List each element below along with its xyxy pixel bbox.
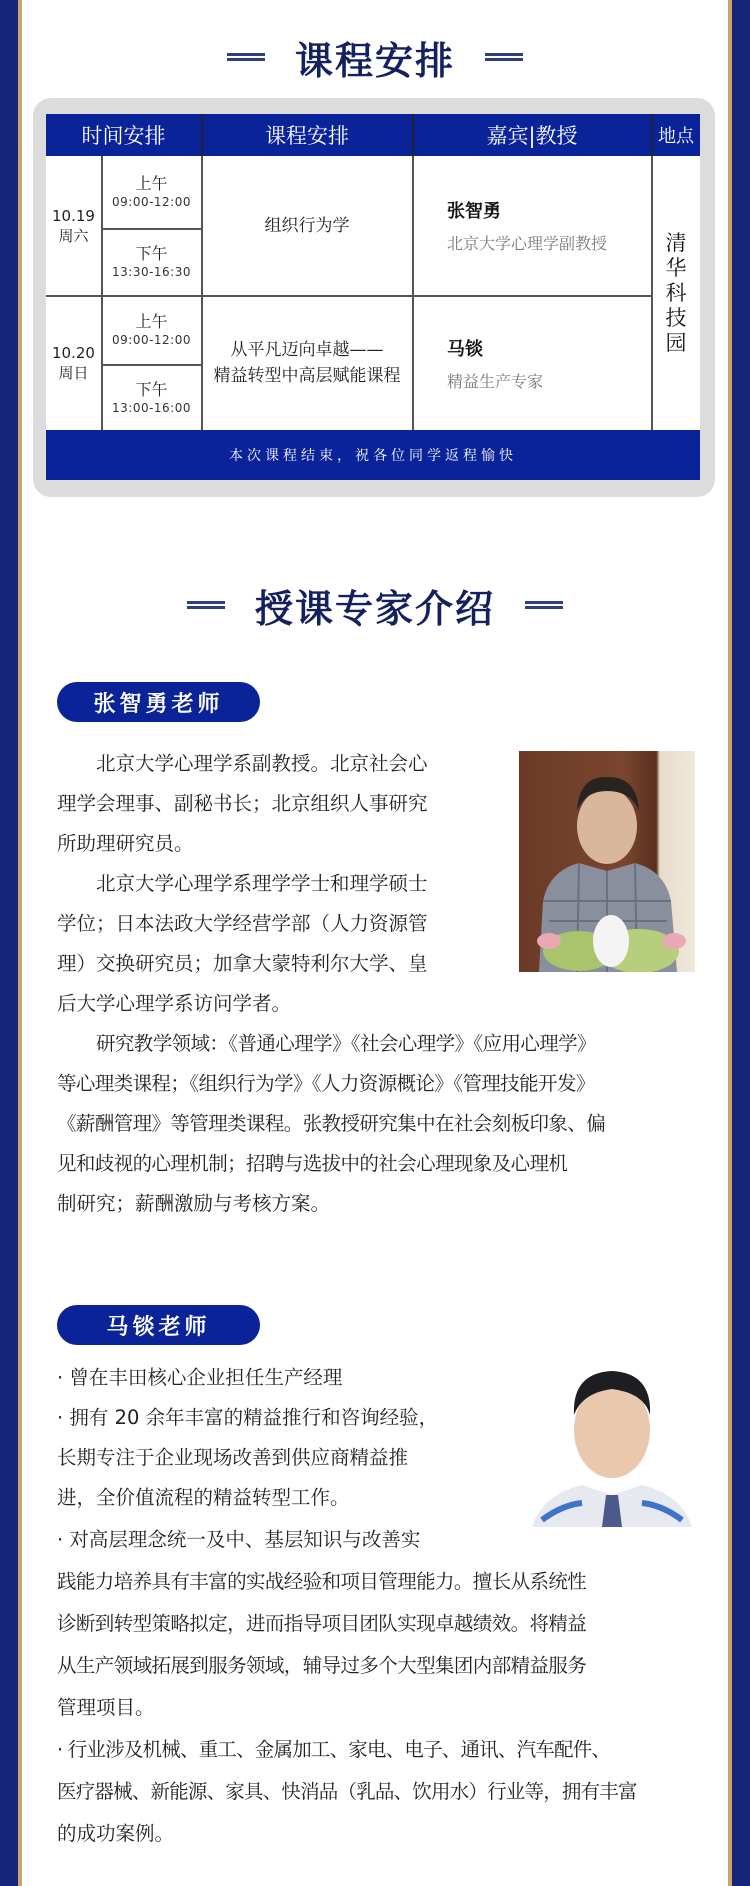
expert-1-line: 制研究；薪酬激励与考核方案。 xyxy=(57,1192,331,1215)
guest-name: 马锬 xyxy=(447,338,483,360)
location-char: 园 xyxy=(665,330,687,355)
expert-2-line: · 对高层理念统一及中、基层知识与改善实 xyxy=(57,1528,421,1551)
guest-title: 精益生产专家 xyxy=(447,371,544,391)
header-divider xyxy=(201,114,203,156)
title-dash-right-icon xyxy=(485,53,523,61)
schedule-table xyxy=(46,114,700,480)
location-char: 科 xyxy=(665,280,687,305)
expert-1-photo xyxy=(519,751,695,972)
expert-1-line: 见和歧视的心理机制；招聘与选拔中的社会心理现象及心理机 xyxy=(57,1152,568,1175)
right-frame-border xyxy=(732,0,750,1886)
day-1-afternoon-cell xyxy=(102,229,201,295)
day-date: 10.19 xyxy=(52,206,95,225)
expert-2-line: 的成功案例。 xyxy=(57,1822,175,1845)
expert-2-photo xyxy=(522,1345,702,1527)
location-char: 技 xyxy=(665,305,687,330)
morning-time: 09:00-12:00 xyxy=(112,333,191,347)
schedule-footer-message: 本次课程结束，祝各位同学返程愉快 xyxy=(46,430,700,480)
experts-title-text: 授课专家介绍 xyxy=(254,586,495,631)
guest-name: 张智勇 xyxy=(447,201,501,222)
expert-2-line: 医疗器械、新能源、家具、快消品（乳品、饮用水）行业等，拥有丰富 xyxy=(57,1780,637,1803)
day-1-guest-cell xyxy=(413,156,651,295)
day-weekday: 周六 xyxy=(58,226,89,245)
day-weekday: 周日 xyxy=(58,364,89,382)
location-cell xyxy=(652,156,700,430)
afternoon-time: 13:30-16:30 xyxy=(112,265,191,279)
expert-1-name-badge: 张智勇老师 xyxy=(57,682,260,722)
expert-2-line: · 曾在丰田核心企业担任生产经理 xyxy=(57,1366,343,1389)
morning-label: 上午 xyxy=(135,312,168,331)
expert-2-line: 诊断到转型策略拟定，进而指导项目团队实现卓越绩效。将精益 xyxy=(57,1612,587,1635)
expert-1-line: 后大学心理学系访问学者。 xyxy=(57,992,292,1015)
title-dash-left-icon xyxy=(187,601,225,609)
expert-1-line: 理）交换研究员；加拿大蒙特利尔大学、皇 xyxy=(57,952,428,975)
header-divider xyxy=(412,114,414,156)
expert-2-line: · 拥有 20 余年丰富的精益推行和咨询经验， xyxy=(57,1406,439,1429)
course-title-line1: 从平凡迈向卓越—— xyxy=(230,340,384,360)
day-2-morning-cell xyxy=(102,296,201,364)
day-date: 10.20 xyxy=(52,344,95,362)
day-1-date-cell xyxy=(46,156,101,295)
portrait-placeholder-icon xyxy=(522,1345,702,1527)
page-content xyxy=(22,0,728,1886)
course-title: 组织行为学 xyxy=(264,215,350,236)
morning-time: 09:00-12:00 xyxy=(112,195,191,209)
day-2-guest-cell xyxy=(413,296,651,430)
afternoon-label: 下午 xyxy=(135,244,168,263)
day-2-date-cell xyxy=(46,296,101,430)
guest-title: 北京大学心理学副教授 xyxy=(447,234,608,253)
expert-2-line: · 行业涉及机械、重工、金属加工、家电、电子、通讯、汽车配件、 xyxy=(57,1738,611,1761)
schedule-table-card xyxy=(33,98,715,497)
location-char: 清 xyxy=(665,230,687,255)
portrait-placeholder-icon xyxy=(519,751,695,972)
afternoon-time: 13:00-16:00 xyxy=(112,400,191,415)
expert-1-line: 等心理类课程；《组织行为学》《人力资源概论》《管理技能开发》 xyxy=(57,1072,595,1095)
expert-2-name-badge: 马锬老师 xyxy=(57,1305,260,1345)
left-frame-border xyxy=(0,0,18,1886)
expert-1-line: 学位；日本法政大学经营学部（人力资源管 xyxy=(57,912,428,935)
right-gold-stripe xyxy=(728,0,732,1886)
header-guest: 嘉宾|教授 xyxy=(413,114,651,156)
expert-2-line: 进，全价值流程的精益转型工作。 xyxy=(57,1486,350,1509)
day-2-course-cell xyxy=(202,296,412,430)
expert-1-line: 理学会理事、副秘书长；北京组织人事研究 xyxy=(57,792,428,815)
expert-1-line: 北京大学心理学系理学学士和理学硕士 xyxy=(96,872,428,895)
morning-label: 上午 xyxy=(135,174,168,193)
schedule-title-text: 课程安排 xyxy=(294,38,455,83)
expert-1-line: 研究教学领域：《普通心理学》《社会心理学》《应用心理学》 xyxy=(96,1032,596,1055)
expert-1-line: 北京大学心理学系副教授。北京社会心 xyxy=(96,752,428,775)
schedule-section-title xyxy=(22,32,728,82)
day-2-afternoon-cell xyxy=(102,365,201,430)
day-1-morning-cell xyxy=(102,156,201,228)
day-1-course-cell xyxy=(202,156,412,295)
afternoon-label: 下午 xyxy=(135,379,168,399)
expert-2-line: 践能力培养具有丰富的实战经验和项目管理能力。擅长从系统性 xyxy=(57,1570,587,1593)
header-divider xyxy=(651,114,653,156)
header-time: 时间安排 xyxy=(46,114,201,156)
expert-2-line: 长期专注于企业现场改善到供应商精益推 xyxy=(57,1446,409,1469)
expert-2-line: 管理项目。 xyxy=(57,1696,155,1719)
course-title-line2: 精益转型中高层赋能课程 xyxy=(213,366,401,386)
experts-section-title xyxy=(22,580,728,630)
location-char: 华 xyxy=(665,255,687,280)
expert-1-line: 《薪酬管理》等管理类课程。张教授研究集中在社会刻板印象、偏 xyxy=(57,1112,606,1135)
title-dash-right-icon xyxy=(525,601,563,609)
expert-2-line: 从生产领域拓展到服务领域，辅导过多个大型集团内部精益服务 xyxy=(57,1654,587,1677)
title-dash-left-icon xyxy=(227,53,265,61)
expert-1-line: 所助理研究员。 xyxy=(57,832,194,855)
header-course: 课程安排 xyxy=(202,114,412,156)
header-location: 地点 xyxy=(652,114,700,156)
